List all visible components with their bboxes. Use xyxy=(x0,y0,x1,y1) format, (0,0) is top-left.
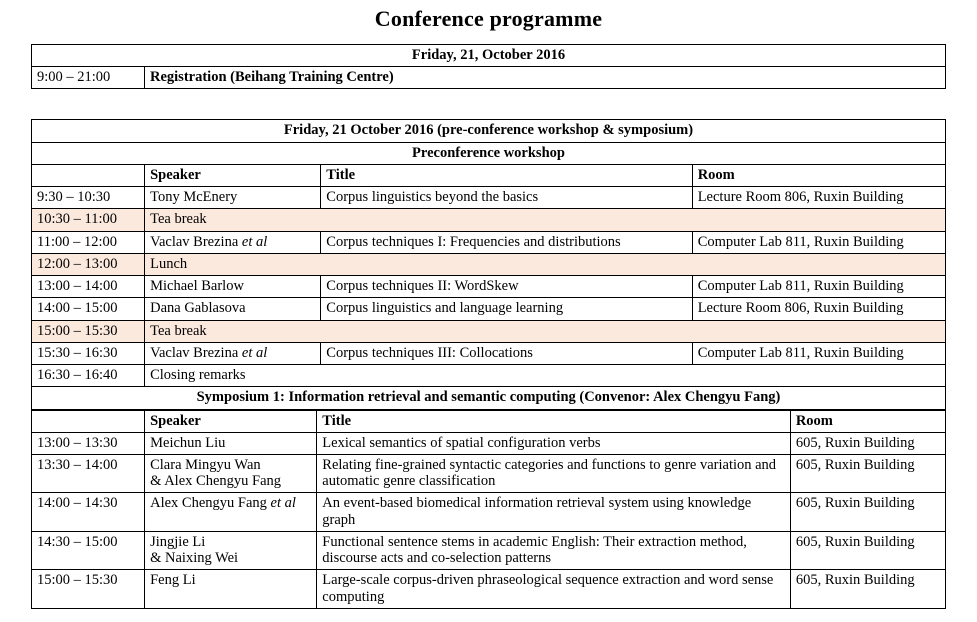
band-label: Friday, 21, October 2016 xyxy=(32,45,946,67)
speaker-name: Vaclav Brezina xyxy=(150,233,242,250)
speaker-name-2: & Alex Chengyu Fang xyxy=(150,473,282,490)
table-row-break xyxy=(32,209,946,231)
row-speaker: Closing remarks xyxy=(145,365,946,387)
row-room: 605, Ruxin Building xyxy=(790,570,945,608)
table-row xyxy=(32,432,946,454)
row-speaker xyxy=(145,298,321,320)
header-time xyxy=(32,410,145,432)
row-speaker: Tea break xyxy=(145,209,946,231)
row-speaker xyxy=(145,342,321,364)
row-time: 14:00 – 15:00 xyxy=(32,298,145,320)
row-time: 10:30 – 11:00 xyxy=(32,209,145,231)
table-row xyxy=(32,493,946,531)
table-band-row xyxy=(32,387,946,409)
row-room: 605, Ruxin Building xyxy=(790,432,945,454)
row-title: Functional sentence stems in academic English: Their extraction method, discourse acts and co-selection patterns xyxy=(317,531,791,569)
row-speaker xyxy=(145,493,317,531)
row-title: Corpus linguistics beyond the basics xyxy=(321,187,692,209)
row-speaker xyxy=(145,276,321,298)
row-room: Lecture Room 806, Ruxin Building xyxy=(692,298,945,320)
speaker-suffix: et al xyxy=(241,344,268,361)
table-row xyxy=(32,570,946,608)
row-time: 15:00 – 15:30 xyxy=(32,320,145,342)
band-label: Friday, 21 October 2016 (pre-conference workshop & symposium) xyxy=(32,120,946,142)
table-row xyxy=(32,231,946,253)
speaker-name: Jingjie Li xyxy=(150,533,206,550)
speaker-name: Vaclav Brezina xyxy=(150,344,242,361)
row-title: Large-scale corpus-driven phraseological sequence extraction and word sense computing xyxy=(317,570,791,608)
table-row xyxy=(32,187,946,209)
row-speaker: Tea break xyxy=(145,320,946,342)
row-time: 13:00 – 13:30 xyxy=(32,432,145,454)
table-subband-row xyxy=(32,142,946,164)
row-room: 605, Ruxin Building xyxy=(790,454,945,492)
row-title: Corpus linguistics and language learning xyxy=(321,298,692,320)
speaker-name: Michael Barlow xyxy=(150,278,244,295)
speaker-suffix: et al xyxy=(241,233,268,250)
table-row xyxy=(32,276,946,298)
speaker-name: Feng Li xyxy=(150,572,196,589)
row-text: Registration (Beihang Training Centre) xyxy=(145,67,946,89)
row-speaker xyxy=(145,187,321,209)
row-speaker xyxy=(145,454,317,492)
row-time: 12:00 – 13:00 xyxy=(32,253,145,275)
header-room: Room xyxy=(790,410,945,432)
row-speaker xyxy=(145,231,321,253)
row-time: 9:30 – 10:30 xyxy=(32,187,145,209)
table-row xyxy=(32,298,946,320)
speaker-name: Clara Mingyu Wan xyxy=(150,456,261,473)
row-room: Lecture Room 806, Ruxin Building xyxy=(692,187,945,209)
table-row xyxy=(32,342,946,364)
speaker-name: Meichun Liu xyxy=(150,434,226,451)
table-row xyxy=(32,365,946,387)
row-speaker xyxy=(145,432,317,454)
table-row-break xyxy=(32,253,946,275)
row-title: Corpus techniques I: Frequencies and distributions xyxy=(321,231,692,253)
table-row-break xyxy=(32,320,946,342)
header-speaker: Speaker xyxy=(145,410,317,432)
row-time: 13:30 – 14:00 xyxy=(32,454,145,492)
header-room: Room xyxy=(692,164,945,186)
table-band-row xyxy=(32,120,946,142)
symposium-table xyxy=(31,410,946,609)
table-header-row xyxy=(32,164,946,186)
header-title: Title xyxy=(317,410,791,432)
workshop-table xyxy=(31,119,946,409)
speaker-name: Alex Chengyu Fang xyxy=(150,495,271,512)
table-header-row xyxy=(32,410,946,432)
page-title: Conference programme xyxy=(374,6,603,31)
subband-label: Preconference workshop xyxy=(32,142,946,164)
row-time: 15:00 – 15:30 xyxy=(32,570,145,608)
section-spacer xyxy=(0,89,977,119)
row-speaker xyxy=(145,570,317,608)
row-room: 605, Ruxin Building xyxy=(790,493,945,531)
symposium-band-label: Symposium 1: Information retrieval and semantic computing (Convenor: Alex Chengyu Fang) xyxy=(32,387,946,409)
row-title: An event-based biomedical information retrieval system using knowledge graph xyxy=(317,493,791,531)
row-speaker xyxy=(145,531,317,569)
speaker-name: Dana Gablasova xyxy=(150,300,246,317)
row-room: Computer Lab 811, Ruxin Building xyxy=(692,276,945,298)
header-title: Title xyxy=(321,164,692,186)
row-speaker: Lunch xyxy=(145,253,946,275)
table-row xyxy=(32,454,946,492)
row-title: Corpus techniques II: WordSkew xyxy=(321,276,692,298)
row-time: 14:00 – 14:30 xyxy=(32,493,145,531)
table-band-row xyxy=(32,45,946,67)
row-title: Relating fine-grained syntactic categories and functions to genre variation and automatic genre classification xyxy=(317,454,791,492)
row-time: 9:00 – 21:00 xyxy=(32,67,145,89)
title-spacer xyxy=(0,36,977,44)
table-row xyxy=(32,67,946,89)
row-time: 13:00 – 14:00 xyxy=(32,276,145,298)
row-room: 605, Ruxin Building xyxy=(790,531,945,569)
row-time: 16:30 – 16:40 xyxy=(32,365,145,387)
speaker-name: Tony McEnery xyxy=(150,189,238,206)
row-time: 15:30 – 16:30 xyxy=(32,342,145,364)
row-time: 11:00 – 12:00 xyxy=(32,231,145,253)
speaker-suffix: et al xyxy=(270,495,296,512)
table-row xyxy=(32,531,946,569)
header-speaker: Speaker xyxy=(145,164,321,186)
speaker-name-2: & Naixing Wei xyxy=(150,550,239,567)
row-title: Lexical semantics of spatial configuration verbs xyxy=(317,432,791,454)
header-time xyxy=(32,164,145,186)
row-time: 14:30 – 15:00 xyxy=(32,531,145,569)
row-room: Computer Lab 811, Ruxin Building xyxy=(692,231,945,253)
row-title: Corpus techniques III: Collocations xyxy=(321,342,692,364)
row-room: Computer Lab 811, Ruxin Building xyxy=(692,342,945,364)
registration-table xyxy=(31,44,946,89)
